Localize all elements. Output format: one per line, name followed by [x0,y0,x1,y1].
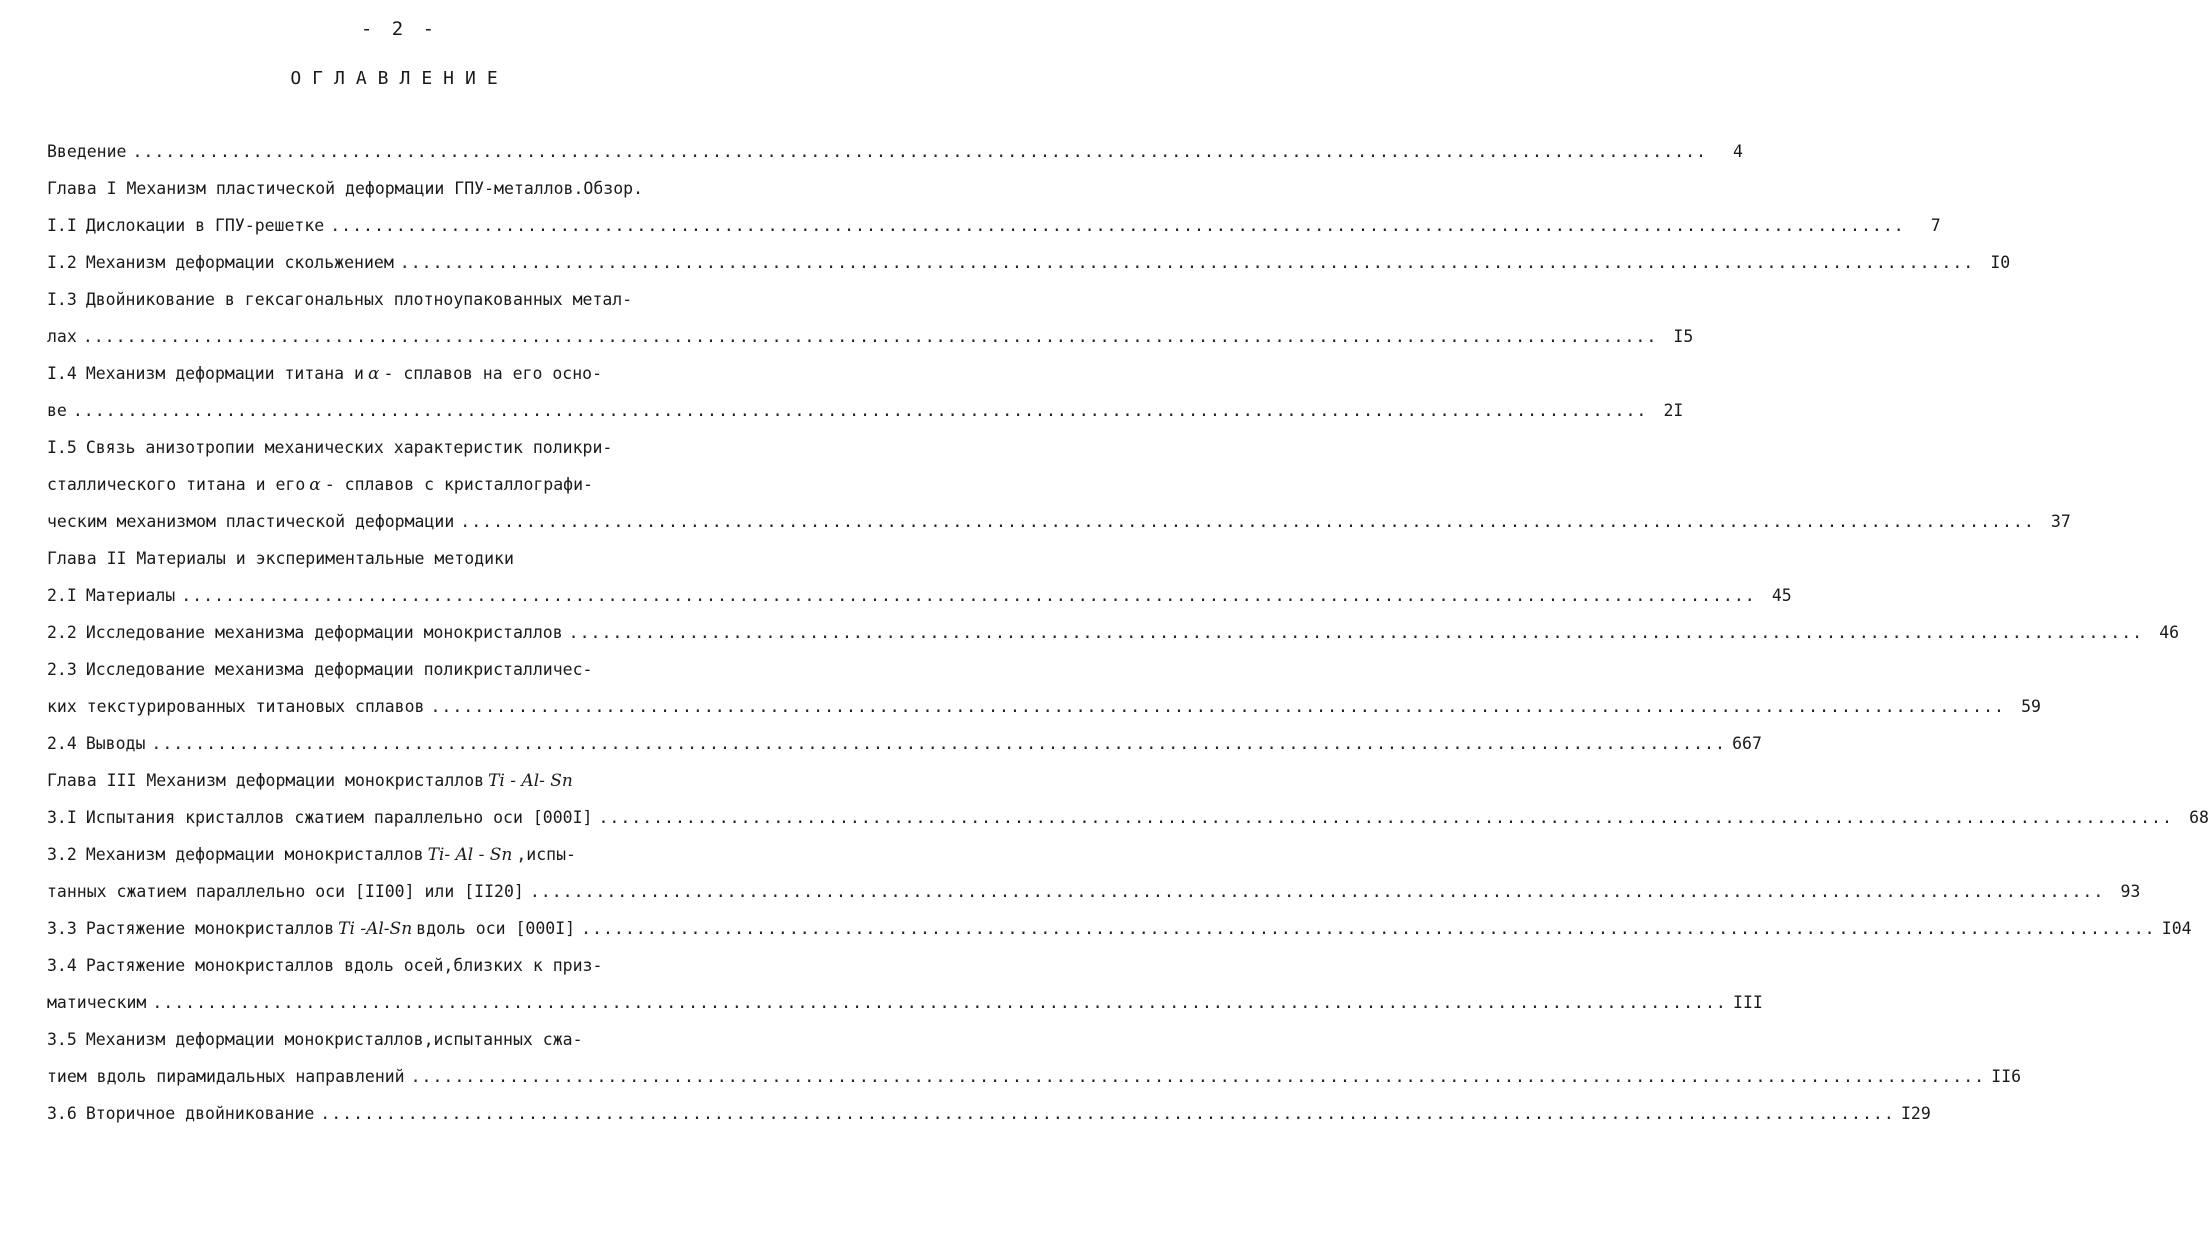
leader-dots: ................................................................................................................................................ [399,253,1975,272]
toc-entry-1-4-cont [47,399,1684,423]
toc-page-number: 46 [2159,623,2180,642]
toc-entry-text: Исследование механизма деформации монокристаллов [85,623,563,642]
toc-entry-text: Исследование механизма деформации поликристалличес- [85,660,593,679]
toc-entry-text: Механизм деформации монокристаллов,испытанных сжа- [85,1030,583,1049]
toc-page-number: 7 [1930,216,1941,235]
leader-dots: ................................................................................................................................................ [529,882,2105,901]
toc-entry-text: ческим механизмом пластической деформации [47,512,455,531]
toc-entry-1-3-cont [47,325,1694,349]
section-number: I.4 [47,364,77,383]
page-number: - 2 - [360,18,439,40]
section-number: 2.I [47,586,77,605]
toc-page-number: I5 [1673,327,1694,346]
leader-dots: ................................................................................................................................................ [82,327,1658,346]
toc-entry-text: - сплавов на его осно- [383,364,602,383]
toc-page-number: I0 [1990,253,2011,272]
leader-dots: ................................................................................................................................................ [151,734,1726,753]
section-number: 3.6 [47,1104,77,1123]
toc-entry-text: Глава I Механизм пластической деформации ГПУ-металлов.Обзор. [47,179,644,198]
toc-entry-text: Двойникование в гексагональных плотноупакованных метал- [85,290,633,309]
alloy-formula: Ti -Al-Sn [338,919,413,939]
toc-entry-2-4 [47,732,1762,756]
toc-page-number: 68 [2189,808,2209,827]
toc-chapter-3 [47,769,577,793]
leader-dots: ................................................................................................................................................ [410,1067,1986,1086]
section-number: I.3 [47,290,77,309]
toc-entry-text: Глава III Механизм деформации монокристаллов [47,771,485,790]
toc-entry-1-2 [47,251,2011,275]
toc-entry-1-4 [47,362,602,386]
toc-entry-1-5 [47,436,612,460]
toc-entry-text: лах [47,327,77,346]
toc-entry-3-4 [47,954,602,978]
alloy-formula: Ti- Al - Sn [427,845,513,865]
leader-dots: ................................................................................................................................................ [460,512,2035,531]
toc-entry-text: матическим [47,993,147,1012]
toc-entry-2-3-cont [47,695,2041,719]
toc-entry-3-5 [47,1028,583,1052]
section-number: I.2 [47,253,77,272]
toc-page-number: III [1733,993,1763,1012]
toc-page-number: 59 [2021,697,2041,716]
toc-page-number: II6 [1991,1067,2022,1086]
toc-entry-2-2 [47,621,2180,645]
toc-entry-text: Связь анизотропии механических характеристик поликри- [85,438,613,457]
leader-dots: ................................................................................................................................................ [152,993,1727,1012]
section-number: 3.4 [47,956,77,975]
toc-entry-text: вдоль оси [000I] [416,919,576,938]
section-number: 2.4 [47,734,77,753]
leader-dots: ................................................................................................................................................ [430,697,2005,716]
toc-chapter-2 [47,547,514,571]
toc-entry-text: Испытания кристаллов сжатием параллельно оси [000I] [85,808,593,827]
leader-dots: ................................................................................................................................................ [181,586,1756,605]
toc-entry-1-3 [47,288,632,312]
toc-entry-text: Глава II Материалы и экспериментальные методики [47,549,514,568]
toc-entry-2-1 [47,584,1792,608]
alpha-symbol: α [367,364,380,384]
leader-dots: ................................................................................................................................................ [72,401,1648,420]
toc-chapter-1 [47,177,643,201]
section-number: 3.I [47,808,77,827]
toc-entry-text: ких текстурированных титановых сплавов [47,697,425,716]
toc-entry-3-2 [47,843,576,867]
toc-entry-text: Материалы [85,586,176,605]
toc-entry-text: танных сжатием параллельно оси [II00] или [II20] [47,882,524,901]
toc-entry-text: Механизм деформации монокристаллов [85,845,424,864]
leader-dots: ................................................................................................................................................ [330,216,1905,235]
alloy-formula: Ti - Al- Sn [488,771,573,791]
section-number: 2.2 [47,623,77,642]
leader-dots: ................................................................................................................................................ [320,1104,1895,1123]
leader-dots: ................................................................................................................................................ [581,919,2156,938]
toc-entry-text: тием вдоль пирамидальных направлений [47,1067,405,1086]
leader-dots: ................................................................................................................................................ [568,623,2144,642]
toc-entry-3-4-cont [47,991,1763,1015]
leader-dots: ................................................................................................................................................ [132,142,1707,161]
toc-entry-3-5-cont [47,1065,2022,1089]
toc-page-number: 45 [1771,586,1792,605]
toc-page-number: I29 [1900,1104,1931,1123]
section-number: I.I [47,216,77,235]
leader-dots: ................................................................................................................................................ [598,808,2173,827]
toc-entry-text: Вторичное двойникование [85,1104,315,1123]
toc-entry-2-3 [47,658,592,682]
toc-title: ОГЛАВЛЕНИЕ [290,68,509,89]
toc-entry-text: Растяжение монокристаллов [85,919,335,938]
toc-page-number: I04 [2161,919,2192,938]
toc-entry-1-1 [47,214,1941,238]
toc-entry-3-1 [47,806,2209,830]
section-number: 3.5 [47,1030,77,1049]
toc-entry-intro [47,140,1743,164]
toc-entry-text: Механизм деформации титана и [85,364,364,383]
toc-entry-text: ве [47,401,67,420]
toc-entry-text: Введение [47,142,127,161]
toc-page-number: 37 [2050,512,2071,531]
toc-page-number: 93 [2120,882,2141,901]
toc-entry-1-5-cont2 [47,510,2071,534]
toc-entry-text: Растяжение монокристаллов вдоль осей,близких к приз- [85,956,603,975]
toc-entry-text: - сплавов с кристаллографи- [324,475,593,494]
toc-page-number: 4 [1733,142,1743,161]
section-number: I.5 [47,438,77,457]
toc-entry-3-6 [47,1102,1931,1126]
section-number: 3.3 [47,919,77,938]
section-number: 2.3 [47,660,77,679]
toc-entry-text: сталлического титана и его [47,475,306,494]
toc-page-number: 667 [1732,734,1762,753]
section-number: 3.2 [47,845,77,864]
toc-entry-text: Механизм деформации скольжением [85,253,394,272]
toc-entry-3-2-cont [47,880,2141,904]
toc-entry-1-5-cont [47,473,593,497]
toc-entry-text: Дислокации в ГПУ-решетке [85,216,325,235]
toc-entry-text: ,испы- [516,845,576,864]
toc-entry-text: Выводы [85,734,146,753]
toc-page-number: 2I [1663,401,1684,420]
toc-entry-3-3 [47,917,2192,941]
alpha-symbol: α [309,475,321,495]
